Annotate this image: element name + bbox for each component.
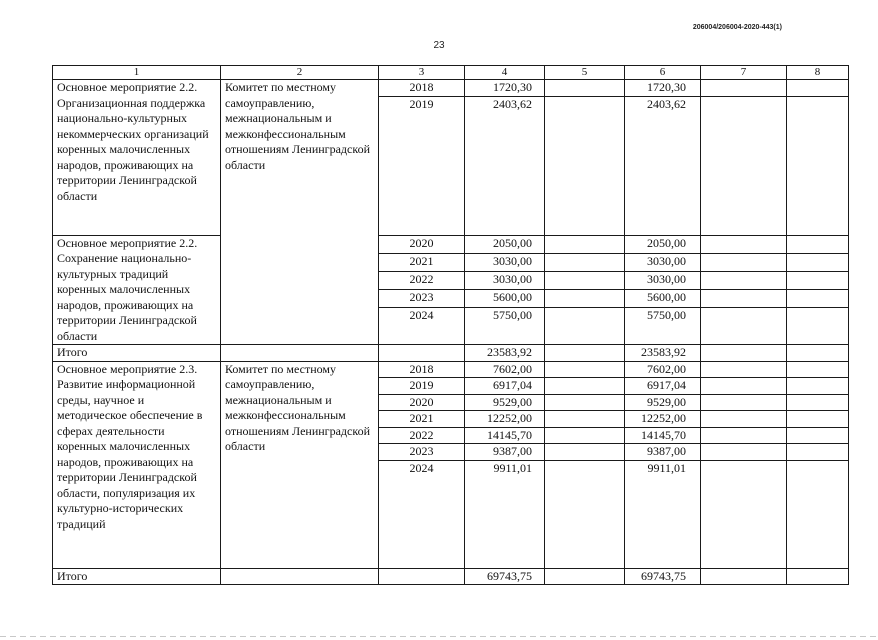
empty-cell: [701, 80, 787, 97]
year-cell: 2019: [379, 96, 465, 235]
amount-cell: 14145,70: [625, 427, 701, 444]
empty-cell: [221, 345, 379, 362]
executor-name: Комитет по местному самоуправлению, межнациональным и межконфессиональным отношениям Ленинградской области: [221, 361, 379, 568]
empty-cell: [545, 345, 625, 362]
total-label: Итого: [53, 568, 221, 585]
measure-name: Основное мероприятие 2.2. Организационная поддержка национально-культурных некоммерческих организаций коренных малочисленных народов, проживающих на территории Ленинградской области: [53, 80, 221, 236]
column-header: 5: [545, 66, 625, 80]
empty-cell: [787, 427, 849, 444]
column-header: 7: [701, 66, 787, 80]
empty-cell: [787, 253, 849, 271]
amount-cell: 3030,00: [465, 253, 545, 271]
empty-cell: [545, 235, 625, 253]
table-row: [53, 361, 849, 378]
amount-cell: 2050,00: [625, 235, 701, 253]
empty-cell: [787, 96, 849, 235]
empty-cell: [545, 289, 625, 307]
year-cell: 2019: [379, 378, 465, 395]
amount-cell: 3030,00: [625, 271, 701, 289]
amount-cell: 1720,30: [625, 80, 701, 97]
empty-cell: [545, 307, 625, 344]
amount-cell: 9911,01: [625, 460, 701, 568]
year-cell: 2018: [379, 361, 465, 378]
total-amount: 23583,92: [465, 345, 545, 362]
amount-cell: 6917,04: [465, 378, 545, 395]
empty-cell: [787, 307, 849, 344]
empty-cell: [545, 96, 625, 235]
total-label: Итого: [53, 345, 221, 362]
measure-name: Основное мероприятие 2.3. Развитие информационной среды, научное и методическое обеспечение в сферах деятельности коренных малочисленных народов, проживающих на территории Ленинградской области, популяризация их культурно-исторических традиций: [53, 361, 221, 568]
empty-cell: [701, 253, 787, 271]
measure-name: Основное мероприятие 2.2. Сохранение национально-культурных традиций коренных малочисленных народов, проживающих на территории Ленинградской области: [53, 235, 221, 345]
empty-cell: [701, 427, 787, 444]
amount-cell: 9387,00: [465, 444, 545, 461]
amount-cell: 12252,00: [625, 411, 701, 428]
empty-cell: [701, 378, 787, 395]
empty-cell: [701, 568, 787, 585]
document-id: 206004/206004-2020-443(1): [692, 24, 782, 31]
amount-cell: 5600,00: [625, 289, 701, 307]
total-row: [53, 345, 849, 362]
empty-cell: [787, 411, 849, 428]
amount-cell: 1720,30: [465, 80, 545, 97]
empty-cell: [545, 460, 625, 568]
empty-cell: [545, 80, 625, 97]
scan-artifact-line: [0, 636, 878, 637]
empty-cell: [221, 568, 379, 585]
year-cell: 2024: [379, 307, 465, 344]
amount-cell: 2050,00: [465, 235, 545, 253]
year-cell: 2020: [379, 235, 465, 253]
empty-cell: [545, 361, 625, 378]
amount-cell: 5750,00: [625, 307, 701, 344]
empty-cell: [787, 394, 849, 411]
empty-cell: [379, 345, 465, 362]
amount-cell: 7602,00: [465, 361, 545, 378]
amount-cell: 14145,70: [465, 427, 545, 444]
empty-cell: [545, 378, 625, 395]
column-header: 1: [53, 66, 221, 80]
empty-cell: [545, 271, 625, 289]
column-header: 4: [465, 66, 545, 80]
empty-cell: [787, 460, 849, 568]
empty-cell: [701, 271, 787, 289]
empty-cell: [701, 411, 787, 428]
empty-cell: [545, 253, 625, 271]
table-row: [53, 80, 849, 97]
column-header: 6: [625, 66, 701, 80]
amount-cell: 9911,01: [465, 460, 545, 568]
empty-cell: [787, 235, 849, 253]
empty-cell: [701, 307, 787, 344]
column-header: 8: [787, 66, 849, 80]
empty-cell: [701, 460, 787, 568]
empty-cell: [787, 289, 849, 307]
amount-cell: 9387,00: [625, 444, 701, 461]
year-cell: 2023: [379, 444, 465, 461]
year-cell: 2020: [379, 394, 465, 411]
empty-cell: [787, 271, 849, 289]
column-number-row: [53, 66, 849, 80]
empty-cell: [545, 394, 625, 411]
amount-cell: 3030,00: [465, 271, 545, 289]
empty-cell: [701, 96, 787, 235]
total-amount: 69743,75: [465, 568, 545, 585]
total-row: [53, 568, 849, 585]
empty-cell: [701, 235, 787, 253]
page-number: 23: [433, 40, 445, 51]
table-row: [53, 235, 849, 253]
amount-cell: 3030,00: [625, 253, 701, 271]
empty-cell: [701, 361, 787, 378]
empty-cell: [545, 444, 625, 461]
empty-cell: [787, 378, 849, 395]
empty-cell: [787, 361, 849, 378]
year-cell: 2018: [379, 80, 465, 97]
amount-cell: 6917,04: [625, 378, 701, 395]
empty-cell: [787, 80, 849, 97]
empty-cell: [701, 345, 787, 362]
column-header: 2: [221, 66, 379, 80]
empty-cell: [545, 427, 625, 444]
executor-name: Комитет по местному самоуправлению, межнациональным и межконфессиональным отношениям Ленинградской области: [221, 80, 379, 345]
empty-cell: [701, 394, 787, 411]
amount-cell: 5600,00: [465, 289, 545, 307]
year-cell: 2022: [379, 271, 465, 289]
year-cell: 2021: [379, 253, 465, 271]
amount-cell: 7602,00: [625, 361, 701, 378]
amount-cell: 9529,00: [625, 394, 701, 411]
column-header: 3: [379, 66, 465, 80]
total-amount: 69743,75: [625, 568, 701, 585]
amount-cell: 2403,62: [465, 96, 545, 235]
amount-cell: 12252,00: [465, 411, 545, 428]
amount-cell: 2403,62: [625, 96, 701, 235]
empty-cell: [787, 444, 849, 461]
empty-cell: [379, 568, 465, 585]
amount-cell: 9529,00: [465, 394, 545, 411]
funding-table: [52, 65, 849, 585]
empty-cell: [545, 411, 625, 428]
year-cell: 2022: [379, 427, 465, 444]
empty-cell: [787, 345, 849, 362]
year-cell: 2023: [379, 289, 465, 307]
year-cell: 2021: [379, 411, 465, 428]
amount-cell: 5750,00: [465, 307, 545, 344]
empty-cell: [701, 444, 787, 461]
empty-cell: [701, 289, 787, 307]
empty-cell: [545, 568, 625, 585]
year-cell: 2024: [379, 460, 465, 568]
total-amount: 23583,92: [625, 345, 701, 362]
empty-cell: [787, 568, 849, 585]
